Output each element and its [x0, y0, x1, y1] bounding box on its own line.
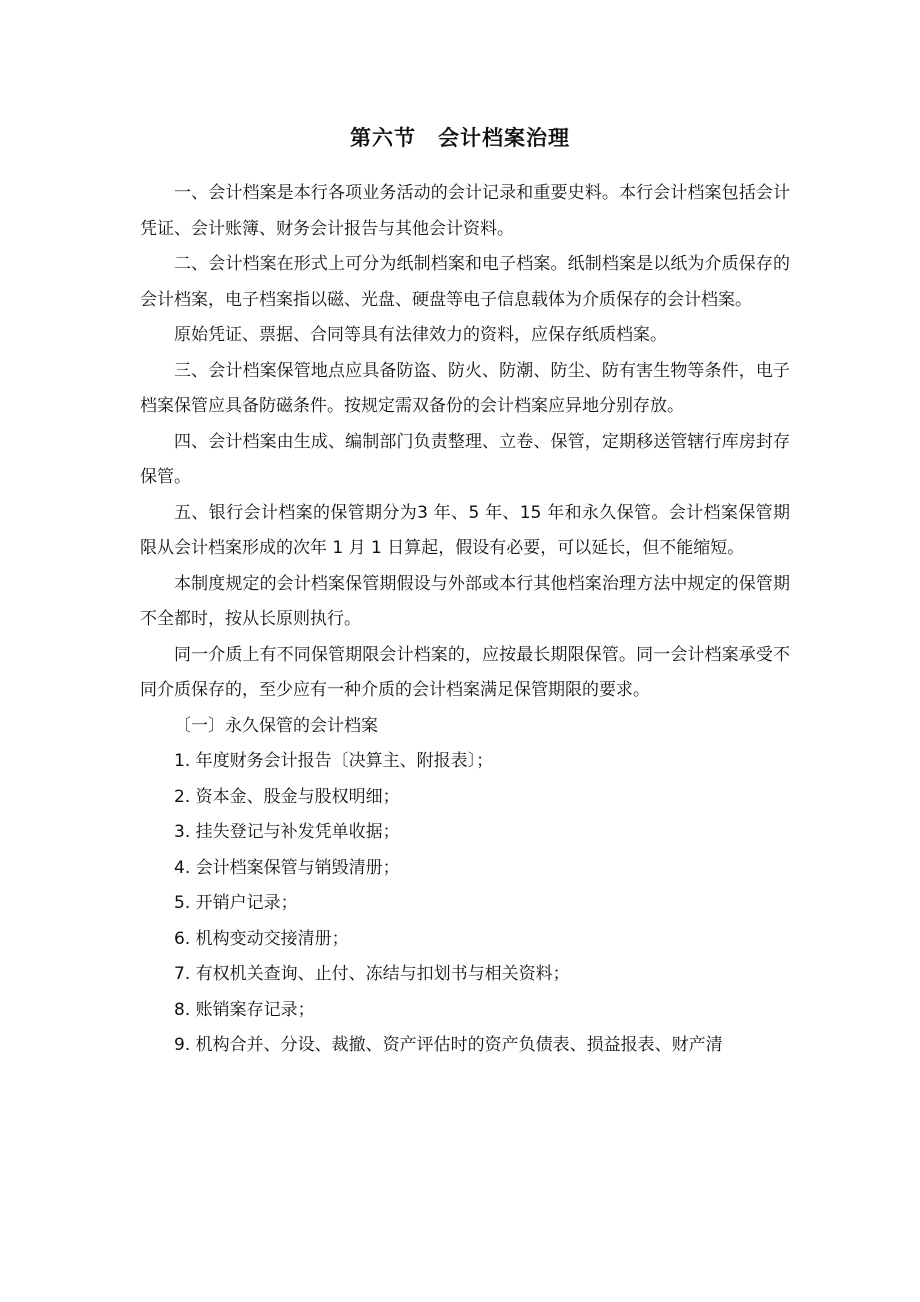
document-body — [140, 176, 790, 1064]
paragraph: 本制度规定的会计档案保管期假设与外部或本行其他档案治理方法中规定的保管期不全都时，按从长原则执行。 — [140, 573, 790, 629]
paragraph: 一、会计档案是本行各项业务活动的会计记录和重要史料。本行会计档案包括会计凭证、会计账簿、财务会计报告与其他会计资料。 — [140, 183, 790, 239]
list-item: 5. 开销户记录； — [174, 893, 298, 913]
list-item: 9. 机构合并、分设、裁撤、资产评估时的资产负债表、损益报表、财产清 — [174, 1035, 723, 1055]
paragraph: 原始凭证、票据、合同等具有法律效力的资料，应保存纸质档案。 — [174, 325, 667, 345]
list-item: 3. 挂失登记与补发凭单收据； — [174, 822, 400, 842]
subheading: 〔一〕永久保管的会计档案 — [174, 715, 378, 736]
list-item: 2. 资本金、股金与股权明细； — [174, 786, 400, 807]
list-item: 1. 年度财务会计报告〔决算主、附报表〕； — [174, 751, 494, 771]
list-item: 4. 会计档案保管与销毁清册； — [174, 857, 400, 878]
section-title: 第六节 会计档案治理 — [350, 126, 570, 150]
paragraph: 五、银行会计档案的保管期分为3 年、5 年、15 年和永久保管。会计档案保管期限从会计档案形成的次年 1 月 1 日算起，假设有必要，可以延长，但不能缩短。 — [140, 502, 790, 558]
list-item: 6. 机构变动交接清册； — [174, 928, 349, 949]
paragraph: 二、会计档案在形式上可分为纸制档案和电子档案。纸制档案是以纸为介质保存的会计档案，电子档案指以磁、光盘、硬盘等电子信息载体为介质保存的会计档案。 — [140, 254, 790, 310]
list-item: 7. 有权机关查询、止付、冻结与扣划书与相关资料； — [174, 964, 570, 984]
paragraph: 同一介质上有不同保管期限会计档案的，应按最长期限保管。同一会计档案承受不同介质保存的，至少应有一种介质的会计档案满足保管期限的要求。 — [140, 644, 790, 700]
paragraph: 三、会计档案保管地点应具备防盗、防火、防潮、防尘、防有害生物等条件，电子档案保管应具备防磁条件。按规定需双备份的会计档案应异地分别存放。 — [140, 360, 790, 416]
paragraph: 四、会计档案由生成、编制部门负责整理、立卷、保管，定期移送管辖行库房封存保管。 — [140, 431, 790, 487]
list-item: 8. 账销案存记录； — [174, 999, 315, 1020]
